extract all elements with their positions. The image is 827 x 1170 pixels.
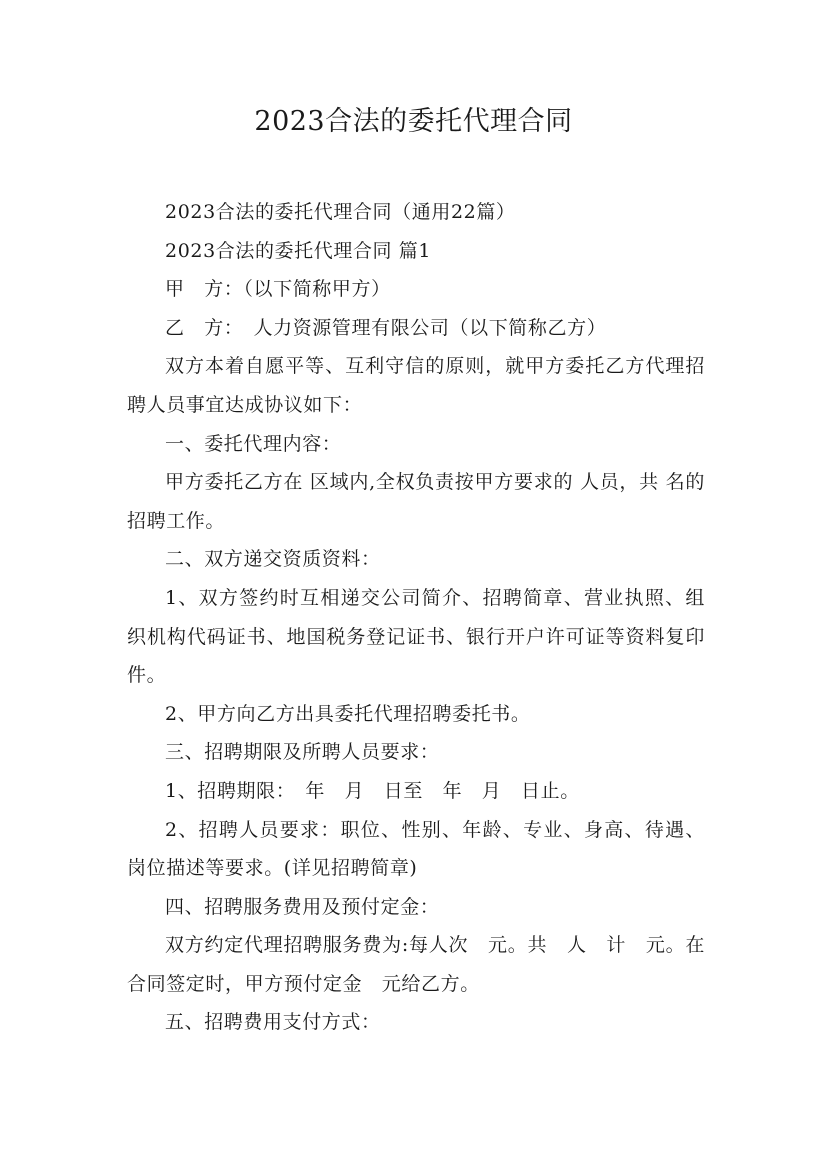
paragraph-clause-3-heading: 三、招聘期限及所聘人员要求： <box>165 741 440 764</box>
paragraph-clause-1-heading: 一、委托代理内容： <box>165 432 342 455</box>
paragraph-subtitle: 2023合法的委托代理合同（通用22篇） <box>165 201 516 223</box>
paragraph-preamble: 双方本着自愿平等、互利守信的原则，就甲方委托乙方代理招聘人员事宜达成协议如下： <box>127 355 705 416</box>
paragraph-clause-5-heading: 五、招聘费用支付方式： <box>165 1011 381 1034</box>
paragraph-clause-2-heading: 二、双方递交资质资料： <box>165 548 381 571</box>
paragraph-clause-4-body: 双方约定代理招聘服务费为:每人次 元。共 人 计 元。在合同签定时，甲方预付定金 元给乙方。 <box>127 934 705 995</box>
paragraph-clause-2-item-2: 2、甲方向乙方出具委托代理招聘委托书。 <box>165 702 531 725</box>
paragraph-clause-3-item-2: 2、招聘人员要求：职位、性别、年龄、专业、身高、待遇、岗位描述等要求。(详见招聘简章) <box>127 818 705 880</box>
paragraph-clause-1-body: 甲方委托乙方在 区域内,全权负责按甲方要求的 人员，共 名的招聘工作。 <box>127 471 705 532</box>
paragraph-party-b: 乙 方： 人力资源管理有限公司（以下简称乙方） <box>165 316 607 339</box>
paragraph-clause-4-heading: 四、招聘服务费用及预付定金： <box>165 895 440 918</box>
paragraph-clause-2-item-1: 1、双方签约时互相递交公司简介、招聘简章、营业执照、组织机构代码证书、地国税务登记证书、银行开户许可证等资料复印件。 <box>127 586 705 687</box>
paragraph-section-heading: 2023合法的委托代理合同 篇1 <box>165 239 432 262</box>
document-body <box>127 193 705 1042</box>
paragraph-clause-3-item-1: 1、招聘期限： 年 月 日至 年 月 日止。 <box>165 779 580 802</box>
document-title: 2023合法的委托代理合同 <box>254 106 573 137</box>
paragraph-party-a: 甲 方：（以下简称甲方） <box>165 278 391 301</box>
